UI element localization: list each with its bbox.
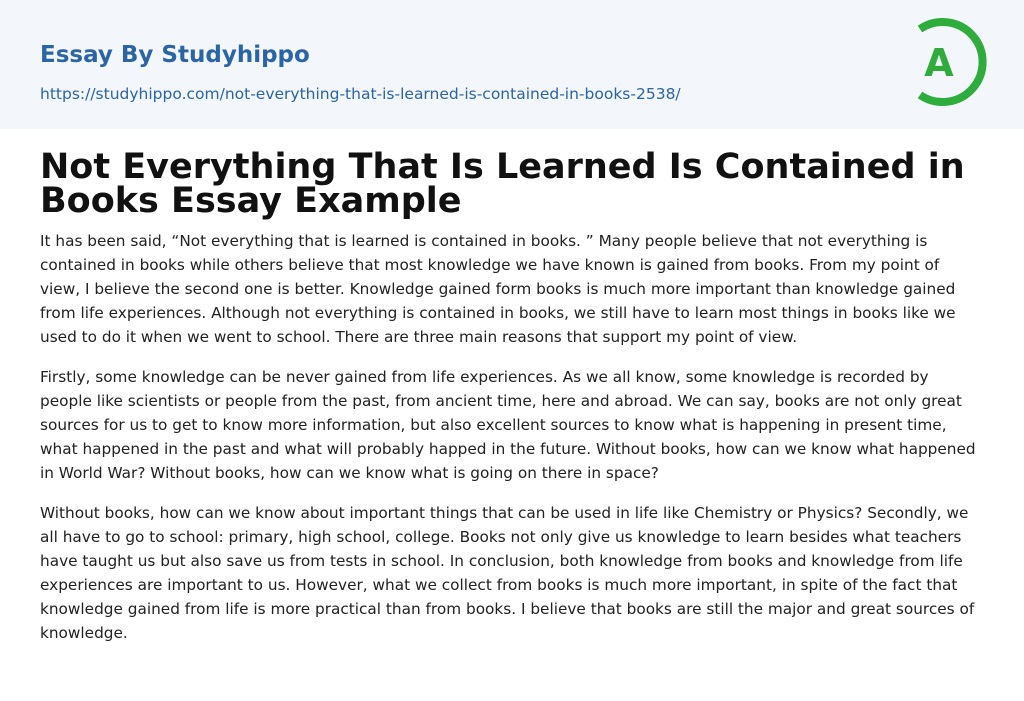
article-paragraph-2: Firstly, some knowledge can be never gained from life experiences. As we all know, some knowledge is recorded by people like scientists or people from the past, from ancient time, here and abroad. We can say, books are not only great sources for us to get to know more information, but also excellent sources to know what is happening in present time, what happened in the past and what will probably happed in the future. Without books, how can we know what happened in World War? Without books, how can we know what is going on there in space?: [40, 368, 976, 482]
article-paragraph-1: It has been said, “Not everything that is learned is contained in books. ” Many people believe that not everything is contained in books while others believe that most knowledge we have known is gained from books. From my point of view, I believe the second one is better. Knowledge gained form books is much more important than knowledge gained from life experiences. Although not everything is contained in books, we still have to learn most things in books like we used to do it when we went to school. There are three main reasons that support my point of view.: [40, 232, 956, 346]
article-title: Not Everything That Is Learned Is Contained in Books Essay Example: [40, 147, 965, 221]
article-paragraph-3: Without books, how can we know about important things that can be used in life like Chemistry or Physics? Secondly, we all have to go to school: primary, high school, college. Books not only give us knowledge to learn besides what teachers have taught us but also save us from tests in school. In conclusion, both knowledge from books and knowledge from life experiences are important to us. However, what we collect from books is much more important, in spite of the fact that knowledge gained from life is more practical than from books. I believe that books are still the major and great sources of knowledge.: [40, 504, 975, 642]
site-header: [0, 0, 1024, 129]
source-url-link[interactable]: https://studyhippo.com/not-everything-that-is-learned-is-contained-in-books-2538/: [40, 85, 681, 103]
studyhippo-logo-icon[interactable]: [910, 17, 988, 107]
logo-letter: A: [924, 41, 954, 85]
site-name[interactable]: Essay By Studyhippo: [40, 42, 310, 68]
article-body: [40, 229, 984, 661]
